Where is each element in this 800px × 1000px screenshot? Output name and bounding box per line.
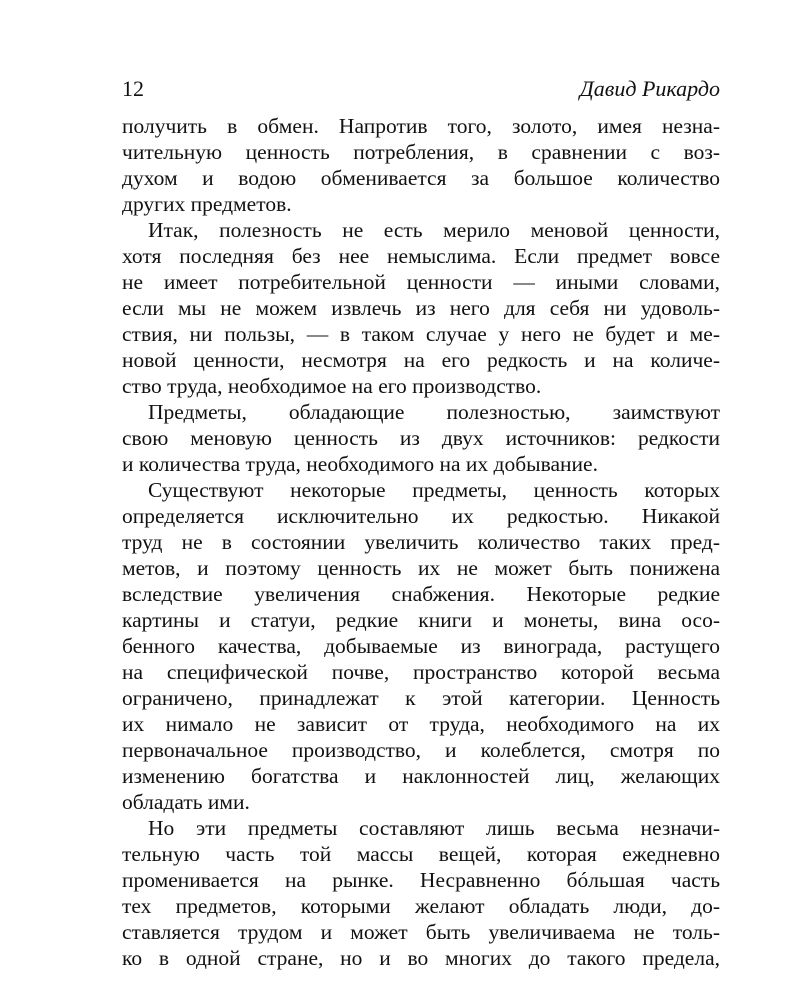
running-title-author: Давид Рикардо (579, 76, 720, 101)
text-line: их нимало не зависит от труда, необходимого на их (122, 712, 720, 736)
text-line: променивается на рынке. Несравненно бóльшая часть (122, 868, 720, 892)
text-line: ограничено, принадлежат к этой категории. Ценность (122, 686, 720, 710)
text-line: и количества труда, необходимого на их добывание. (122, 452, 598, 476)
text-line: духом и водою обменивается за большое количество (122, 166, 720, 190)
text-line: Существуют некоторые предметы, ценность которых (148, 478, 720, 502)
text-line: получить в обмен. Напротив того, золото, имея незна- (122, 114, 720, 138)
text-line: Итак, полезность не есть мерило меновой ценности, (148, 218, 720, 242)
text-line: чительную ценность потребления, в сравнении с воз- (122, 140, 720, 164)
text-line: Но эти предметы составляют лишь весьма незначи- (148, 816, 720, 840)
text-line: бенного качества, добываемые из винограда, растущего (122, 634, 720, 658)
text-line: тельную часть той массы вещей, которая ежедневно (122, 842, 720, 866)
text-line: картины и статуи, редкие книги и монеты, вина осо- (122, 608, 720, 632)
text-line: ко в одной стране, но и во многих до такого предела, (122, 946, 720, 970)
text-line: ставляется трудом и может быть увеличиваема не толь- (122, 920, 720, 944)
text-line: метов, и поэтому ценность их не может быть понижена (122, 556, 720, 580)
text-line: труд не в состоянии увеличить количество таких пред- (122, 530, 720, 554)
text-line: изменению богатства и наклонностей лиц, желающих (122, 764, 720, 788)
text-line: ствия, ни пользы, — в таком случае у него не будет и ме- (122, 322, 720, 346)
text-line: хотя последняя без нее немыслима. Если предмет вовсе (122, 244, 720, 268)
running-head (122, 74, 720, 104)
text-line: если мы не можем извлечь из него для себя ни удоволь- (122, 296, 720, 320)
text-line: ство труда, необходимое на его производство. (122, 374, 542, 398)
text-line: на специфической почве, пространство которой весьма (122, 660, 720, 684)
body-text (122, 113, 720, 971)
text-line: свою меновую ценность из двух источников: редкости (122, 426, 720, 450)
text-line: новой ценности, несмотря на его редкость и на количе- (122, 348, 720, 372)
page-number: 12 (122, 76, 144, 101)
text-line: не имеет потребительной ценности — иными словами, (122, 270, 720, 294)
text-line: первоначальное производство, и колеблется, смотря по (122, 738, 720, 762)
text-line: определяется исключительно их редкостью. Никакой (122, 504, 720, 528)
text-line: тех предметов, которыми желают обладать люди, до- (122, 894, 720, 918)
text-line: Предметы, обладающие полезностью, заимствуют (148, 400, 720, 424)
text-line: вследствие увеличения снабжения. Некоторые редкие (122, 582, 720, 606)
text-line: обладать ими. (122, 790, 250, 814)
text-line: других предметов. (122, 192, 292, 216)
